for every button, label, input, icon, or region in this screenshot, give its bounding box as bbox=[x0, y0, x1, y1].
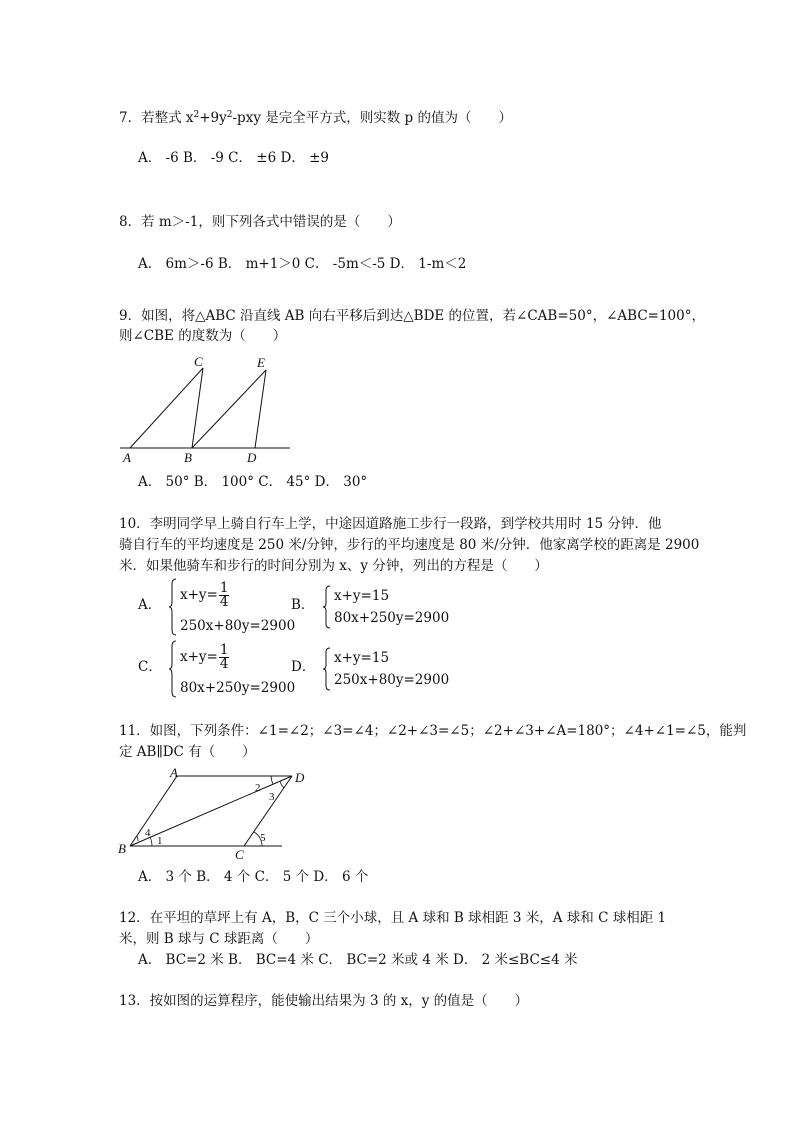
segment-CB bbox=[192, 368, 203, 448]
question-10-stem-line1: 10．李明同学早上骑自行车上学，中途因道路施工步行一段路，到学校共用时 15 分钟．他 bbox=[119, 516, 662, 532]
q10-C-eq2: 80x+250y=2900 bbox=[180, 680, 296, 696]
q10-option-D-label: D． bbox=[291, 659, 316, 675]
point-label-D: D bbox=[295, 770, 305, 785]
question-7-stem: 7．若整式 $x^2+9y^2$-pxy 是完全平方式，则实数 p 的值为（ ） bbox=[119, 110, 512, 126]
q10-option-C-label: C． bbox=[138, 659, 162, 675]
question-12-options: A． BC=2 米 B． BC=4 米 C． BC=2 米或 4 米 D． 2 米≤BC≤4 米 bbox=[138, 952, 578, 968]
angle-label-2: 2 bbox=[255, 782, 261, 794]
segment-BE bbox=[192, 370, 266, 448]
point-label-D: D bbox=[247, 450, 257, 465]
q10-D-eq1: x+y=15 bbox=[334, 650, 390, 666]
point-label-E: E bbox=[257, 355, 265, 370]
brace-icon bbox=[168, 640, 178, 698]
angle-arc-4 bbox=[137, 836, 138, 841]
question-12-stem-line1: 12．在平坦的草坪上有 A，B，C 三个小球，且 A 球和 B 球相距 3 米，A 球和 C 球相距 1 bbox=[119, 910, 667, 926]
angle-arc-2 bbox=[271, 776, 273, 784]
angle-label-1: 1 bbox=[157, 835, 163, 847]
q10-A-eq2: 250x+80y=2900 bbox=[180, 618, 296, 634]
fraction: $\frac{1}{4}$ bbox=[219, 580, 229, 610]
q10-C-eq1: x+y= $\frac{1}{4}$ bbox=[180, 642, 229, 672]
q10-B-eq2: 80x+250y=2900 bbox=[334, 610, 450, 626]
brace-icon bbox=[168, 578, 178, 636]
question-10-stem-line3: 米．如果他骑车和步行的时间分别为 x、y 分钟，列出的方程是（ ） bbox=[119, 558, 548, 574]
question-13-stem: 13．按如图的运算程序，能使输出结果为 3 的 x，y 的值是（ ） bbox=[119, 993, 529, 1009]
point-label-B: B bbox=[118, 841, 126, 856]
point-label-C: C bbox=[194, 354, 203, 369]
angle-label-5: 5 bbox=[260, 832, 266, 844]
q10-option-B-system bbox=[322, 585, 450, 629]
angle-arc-3 bbox=[280, 781, 284, 788]
q10-option-C-system bbox=[168, 640, 296, 698]
q10-D-eq2: 250x+80y=2900 bbox=[334, 672, 450, 688]
point-label-A: A bbox=[170, 765, 178, 780]
question-9-stem-line2: 则∠CBE 的度数为（ ） bbox=[119, 328, 287, 344]
question-12-stem-line2: 米，则 B 球与 C 球距离（ ） bbox=[119, 931, 319, 947]
angle-label-4: 4 bbox=[145, 827, 151, 839]
question-9-options: A． 50° B． 100° C． 45° D． 30° bbox=[138, 474, 368, 490]
q10-option-D-system bbox=[322, 647, 450, 691]
q10-A-eq1: x+y= $\frac{1}{4}$ bbox=[180, 580, 229, 610]
fraction: $\frac{1}{4}$ bbox=[219, 642, 229, 672]
q10-B-eq1: x+y=15 bbox=[334, 588, 390, 604]
question-11-options: A． 3 个 B． 4 个 C． 5 个 D． 6 个 bbox=[138, 869, 369, 885]
brace-icon bbox=[322, 585, 332, 629]
question-11-stem-line2: 定 AB∥DC 有（ ） bbox=[119, 744, 256, 760]
q10-option-A-system bbox=[168, 578, 296, 636]
brace-icon bbox=[322, 647, 332, 691]
q10-option-B-label: B． bbox=[291, 597, 315, 613]
segment-ED bbox=[255, 370, 266, 448]
question-8-options: A． 6m＞-6 B． m+1＞0 C． -5m＜-5 D． 1-m＜2 bbox=[138, 256, 467, 272]
question-10-stem-line2: 骑自行车的平均速度是 250 米/分钟，步行的平均速度是 80 米/分钟．他家离学校的距离是 2900 bbox=[119, 537, 700, 553]
segment-AC bbox=[130, 368, 203, 448]
question-7-options: A． -6 B． -9 C． ±6 D． ±9 bbox=[138, 150, 329, 166]
point-label-C: C bbox=[235, 847, 244, 862]
question-11-figure bbox=[112, 764, 317, 864]
question-9-stem-line1: 9．如图，将△ABC 沿直线 AB 向右平移后到达△BDE 的位置，若∠CAB=50°，∠ABC=100°， bbox=[119, 308, 705, 324]
point-label-B: B bbox=[184, 450, 192, 465]
question-9-figure bbox=[115, 350, 300, 465]
point-label-A: A bbox=[123, 450, 131, 465]
question-8-stem: 8．若 m＞-1，则下列各式中错误的是（ ） bbox=[119, 214, 401, 230]
question-11-stem-line1: 11．如图，下列条件：∠1=∠2；∠3=∠4；∠2+∠3=∠5；∠2+∠3+∠A=180°；∠4+∠1=∠5，能判 bbox=[119, 723, 747, 739]
q10-option-A-label: A． bbox=[138, 597, 162, 613]
angle-label-3: 3 bbox=[269, 791, 275, 803]
